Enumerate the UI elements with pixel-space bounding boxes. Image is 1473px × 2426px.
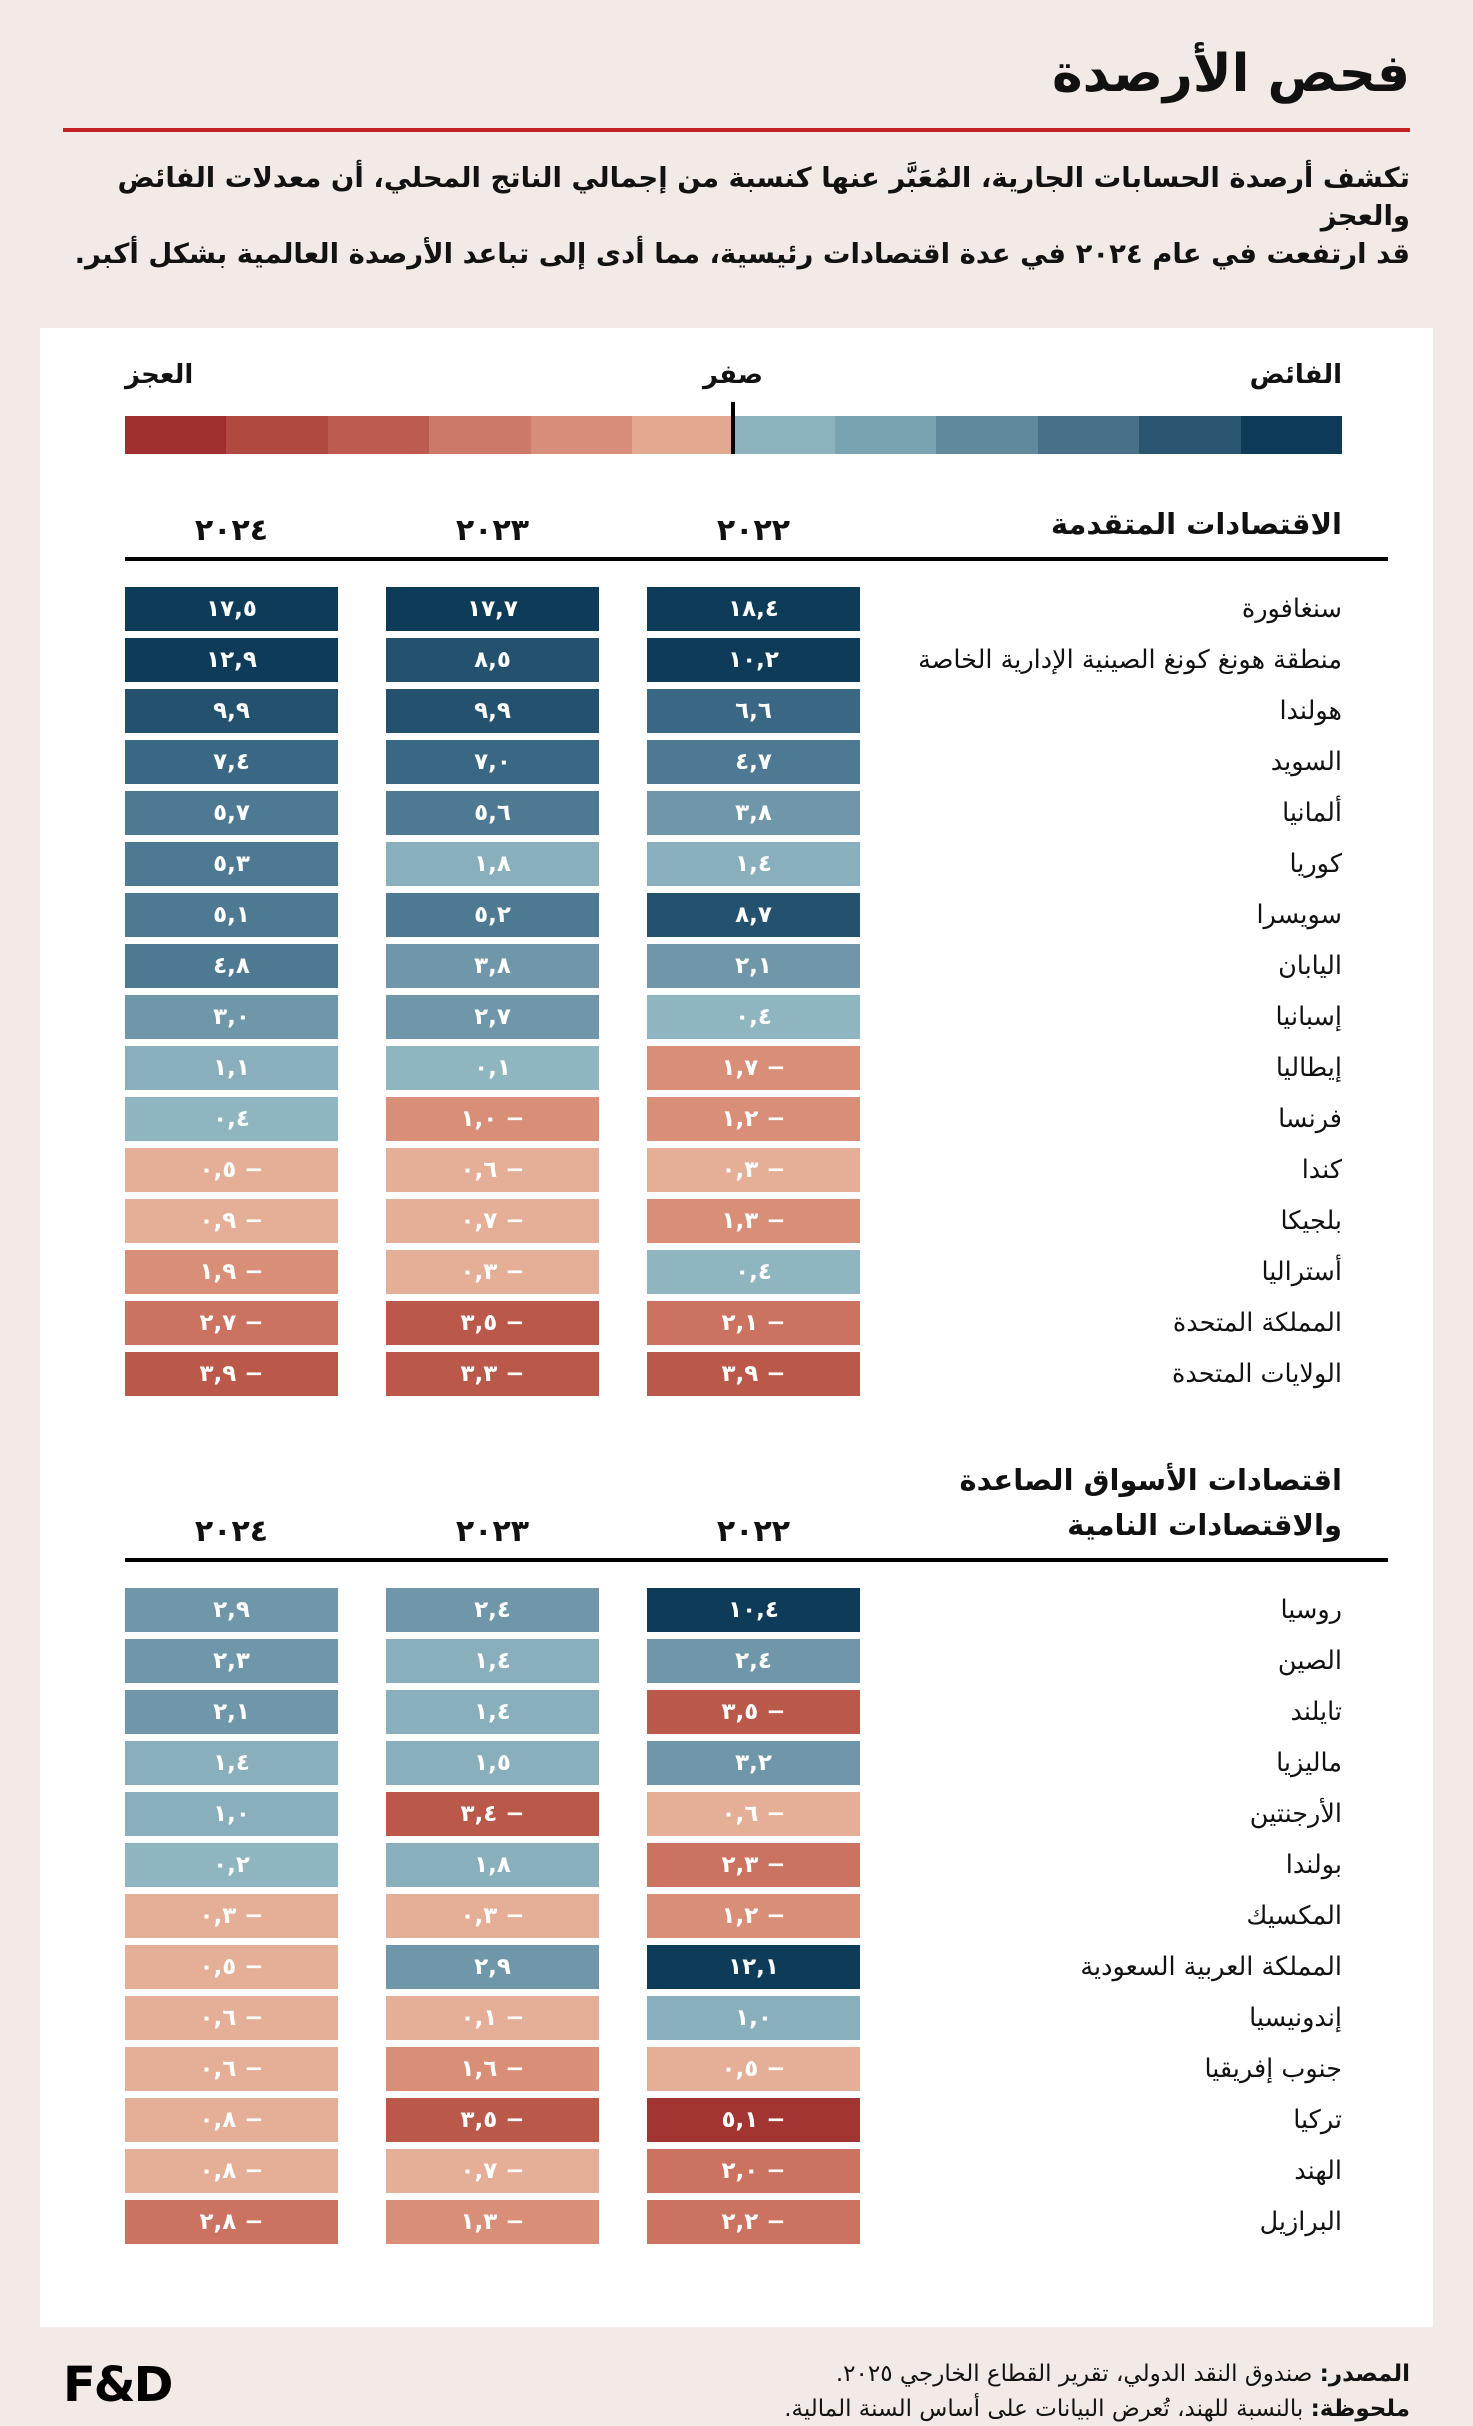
legend-deficit-label: العجز — [125, 359, 194, 390]
value-cell — [386, 1996, 599, 2040]
value-text: ٠,٥ − — [721, 2056, 786, 2083]
value-cell — [647, 1301, 860, 1345]
country-label: الأرجنتين — [1249, 1799, 1342, 1830]
note-text: بالنسبة للهند، تُعرض البيانات على أساس السنة المالية. — [784, 2395, 1311, 2422]
table-row — [85, 1894, 1388, 1938]
color-legend — [85, 350, 1388, 472]
title-divider — [63, 128, 1410, 132]
country-label: ماليزيا — [1276, 1748, 1342, 1779]
value-text: ١,٤ — [213, 1750, 250, 1777]
chart-sections — [85, 502, 1388, 2244]
value-cell — [125, 1097, 338, 1141]
table-row — [85, 1741, 1388, 1785]
value-text: ٣,٥ − — [460, 1309, 525, 1336]
value-text: ١,٤ — [735, 850, 772, 877]
section-rows — [85, 587, 1388, 1396]
value-cell — [125, 1199, 338, 1243]
value-text: ٢,٧ − — [199, 1309, 264, 1336]
value-text: ١,٣ − — [721, 1207, 786, 1234]
legend-bar-segment — [226, 416, 327, 454]
value-cell — [647, 893, 860, 937]
table-row — [85, 1148, 1388, 1192]
section-title-line: والاقتصادات النامية — [1067, 1508, 1342, 1543]
year-header: ٢٠٢٤ — [194, 1514, 269, 1550]
year-header: ٢٠٢٣ — [455, 512, 530, 548]
value-cell — [386, 2149, 599, 2193]
legend-bar-segment — [328, 416, 429, 454]
legend-bar-segment — [1241, 416, 1342, 454]
country-label: المكسيك — [1246, 1901, 1342, 1932]
section-header — [85, 1458, 1388, 1550]
value-cell — [125, 1148, 338, 1192]
value-text: ٠,٥ − — [199, 1156, 264, 1183]
value-cell — [386, 1690, 599, 1734]
value-cell — [125, 995, 338, 1039]
source-note — [172, 2357, 1411, 2426]
value-cell — [125, 1250, 338, 1294]
legend-bar-segment — [734, 416, 835, 454]
legend-bar-segment — [125, 416, 226, 454]
value-cell — [647, 1996, 860, 2040]
value-text: ٢,١ — [213, 1699, 250, 1726]
country-label: بولندا — [1285, 1850, 1342, 1881]
value-text: ١,١ — [213, 1054, 250, 1081]
value-cell — [386, 1352, 599, 1396]
value-text: ١,٠ — [213, 1801, 250, 1828]
value-cell — [125, 1588, 338, 1632]
country-label: روسيا — [1280, 1595, 1342, 1626]
year-headers — [85, 1514, 908, 1549]
value-text: ٠,٣ − — [460, 1903, 525, 1930]
value-text: ٠,٢ — [213, 1852, 250, 1879]
value-cell — [647, 2047, 860, 2091]
section-rows — [85, 1588, 1388, 2244]
value-text: ١٧,٧ — [467, 595, 518, 622]
value-cell — [125, 587, 338, 631]
value-text: ٠,٣ − — [721, 1156, 786, 1183]
legend-bar-segment — [429, 416, 530, 454]
value-text: ٠,٩ − — [199, 1207, 264, 1234]
value-cell — [647, 995, 860, 1039]
value-cell — [647, 2200, 860, 2244]
value-text: ٣,٨ — [735, 799, 772, 826]
value-text: ٢,٩ — [213, 1597, 250, 1624]
fd-logo: F&D — [63, 2357, 172, 2414]
value-text: ٢,٤ — [474, 1597, 511, 1624]
table-row — [85, 1792, 1388, 1836]
country-label: بلجيكا — [1280, 1205, 1342, 1236]
value-cell — [125, 791, 338, 835]
value-text: ٣,٠ — [213, 1003, 250, 1030]
note-label: ملحوظة: — [1310, 2395, 1410, 2422]
value-text: ٠,٦ − — [199, 2005, 264, 2032]
value-cell — [125, 1352, 338, 1396]
value-text: ١,٩ − — [199, 1258, 264, 1285]
value-cell — [386, 1148, 599, 1192]
value-text: ٠,١ − — [460, 2005, 525, 2032]
value-text: ٨,٥ — [474, 646, 511, 673]
value-text: ١,٣ − — [460, 2209, 525, 2236]
value-text: ٤,٧ — [735, 748, 772, 775]
value-cell — [386, 1843, 599, 1887]
value-cell — [386, 1639, 599, 1683]
country-label: البرازيل — [1259, 2207, 1342, 2238]
value-cell — [125, 2098, 338, 2142]
value-cell — [647, 1843, 860, 1887]
value-text: ١,٥ — [474, 1750, 511, 1777]
value-text: ٧,٤ — [213, 748, 250, 775]
value-cell — [647, 1199, 860, 1243]
value-cell — [647, 1639, 860, 1683]
value-cell — [647, 1792, 860, 1836]
country-label: الهند — [1294, 2156, 1342, 2187]
legend-bar-segment — [936, 416, 1037, 454]
country-label: فرنسا — [1278, 1103, 1342, 1134]
legend-bar-segment — [632, 416, 733, 454]
value-text: ٦,٦ — [735, 697, 772, 724]
value-text: ١٠,٢ — [728, 646, 779, 673]
value-text: ٢,٠ − — [721, 2158, 786, 2185]
table-row — [85, 1199, 1388, 1243]
value-cell — [386, 1741, 599, 1785]
table-row — [85, 995, 1388, 1039]
value-text: ٠,٧ − — [460, 2158, 525, 2185]
value-text: ١,٨ — [474, 850, 511, 877]
value-text: ١,٤ — [474, 1648, 511, 1675]
value-cell — [125, 638, 338, 682]
value-cell — [386, 1199, 599, 1243]
zero-tick-mark — [731, 402, 735, 454]
table-row — [85, 1301, 1388, 1345]
value-cell — [125, 1046, 338, 1090]
value-text: ٢,٧ — [474, 1003, 511, 1030]
legend-bar-segment — [1139, 416, 1240, 454]
table-row — [85, 1690, 1388, 1734]
value-cell — [125, 1301, 338, 1345]
country-label: تايلند — [1290, 1697, 1342, 1728]
country-label: إيطاليا — [1275, 1052, 1342, 1083]
section-divider — [125, 557, 1388, 561]
value-cell — [647, 638, 860, 682]
country-label: جنوب إفريقيا — [1204, 2054, 1342, 2085]
table-row — [85, 842, 1388, 886]
year-header: ٢٠٢٢ — [716, 512, 791, 548]
value-text: ٣,٤ − — [460, 1801, 525, 1828]
value-text: ١,٠ − — [460, 1105, 525, 1132]
table-row — [85, 1046, 1388, 1090]
value-cell — [647, 689, 860, 733]
table-row — [85, 2047, 1388, 2091]
value-text: ٠,٦ − — [199, 2056, 264, 2083]
value-text: ١,٧ − — [721, 1054, 786, 1081]
value-cell — [647, 1352, 860, 1396]
value-cell — [125, 740, 338, 784]
value-text: ٠,٨ − — [199, 2107, 264, 2134]
value-text: ٢,١ — [735, 952, 772, 979]
value-cell — [386, 1301, 599, 1345]
chart-card — [40, 328, 1433, 2327]
value-text: ١٨,٤ — [728, 595, 779, 622]
country-label: الصين — [1277, 1646, 1342, 1677]
value-text: ٩,٩ — [474, 697, 511, 724]
value-text: ٠,٦ − — [721, 1801, 786, 1828]
value-cell — [647, 1097, 860, 1141]
value-cell — [125, 1996, 338, 2040]
page-footer — [63, 2357, 1410, 2426]
value-text: ٠,١ — [474, 1054, 511, 1081]
value-cell — [386, 689, 599, 733]
value-cell — [386, 944, 599, 988]
value-cell — [647, 2149, 860, 2193]
table-row — [85, 893, 1388, 937]
value-cell — [647, 1148, 860, 1192]
table-row — [85, 1639, 1388, 1683]
value-text: ٠,٥ − — [199, 1954, 264, 1981]
country-label: سويسرا — [1256, 899, 1342, 930]
value-cell — [647, 1894, 860, 1938]
value-cell — [647, 1690, 860, 1734]
value-text: ٢,١ − — [721, 1309, 786, 1336]
value-cell — [647, 740, 860, 784]
section-header — [85, 502, 1388, 548]
country-label: أستراليا — [1261, 1256, 1342, 1287]
intro-text — [63, 160, 1410, 274]
value-text: ٣,٩ − — [721, 1360, 786, 1387]
value-cell — [386, 1894, 599, 1938]
country-label: هولندا — [1279, 695, 1342, 726]
value-text: ٣,٢ — [735, 1750, 772, 1777]
country-label: كندا — [1301, 1154, 1342, 1185]
table-row — [85, 1588, 1388, 1632]
table-row — [85, 1996, 1388, 2040]
value-text: ١٠,٤ — [728, 1597, 779, 1624]
value-cell — [125, 2200, 338, 2244]
table-row — [85, 1250, 1388, 1294]
value-text: ١,٦ − — [460, 2056, 525, 2083]
value-text: ٥,٧ — [213, 799, 250, 826]
value-cell — [386, 1945, 599, 1989]
value-text: ٣,٥ − — [460, 2107, 525, 2134]
value-text: ٠,٤ — [735, 1258, 772, 1285]
value-cell — [386, 842, 599, 886]
value-cell — [386, 2047, 599, 2091]
value-text: ٤,٨ — [213, 952, 250, 979]
country-label: اليابان — [1278, 950, 1342, 981]
value-cell — [125, 842, 338, 886]
value-cell — [386, 791, 599, 835]
value-cell — [125, 1945, 338, 1989]
value-cell — [647, 1588, 860, 1632]
value-cell — [386, 638, 599, 682]
value-text: ٠,٨ − — [199, 2158, 264, 2185]
value-cell — [647, 1741, 860, 1785]
value-text: ٧,٠ — [474, 748, 511, 775]
value-text: ٢,٨ − — [199, 2209, 264, 2236]
country-label: إندونيسيا — [1249, 2003, 1342, 2034]
value-text: ٩,٩ — [213, 697, 250, 724]
value-text: ١,٢ − — [721, 1903, 786, 1930]
source-label: المصدر: — [1319, 2361, 1410, 2388]
value-text: ١٢,١ — [728, 1954, 779, 1981]
table-row — [85, 638, 1388, 682]
country-label: المملكة العربية السعودية — [1080, 1952, 1342, 1983]
page-title: فحص الأرصدة — [1051, 44, 1410, 104]
intro-line-1: تكشف أرصدة الحسابات الجارية، المُعَبَّر عنها كنسبة من إجمالي الناتج المحلي، أن معدلات الفائض والعجز — [117, 162, 1410, 232]
value-text: ١,٨ — [474, 1852, 511, 1879]
value-cell — [647, 1945, 860, 1989]
table-row — [85, 740, 1388, 784]
section-title-line: اقتصادات الأسواق الصاعدة — [959, 1462, 1342, 1497]
section-title-line: الاقتصادات المتقدمة — [1050, 506, 1342, 541]
value-text: ٢,٣ − — [721, 1852, 786, 1879]
value-cell — [125, 1639, 338, 1683]
value-cell — [386, 1046, 599, 1090]
value-cell — [125, 689, 338, 733]
legend-bar-segment — [531, 416, 632, 454]
value-cell — [125, 944, 338, 988]
value-cell — [125, 1741, 338, 1785]
table-row — [85, 587, 1388, 631]
value-text: ٥,٣ — [213, 850, 250, 877]
value-text: ٠,٣ − — [199, 1903, 264, 1930]
value-cell — [125, 2047, 338, 2091]
legend-bar-segment — [835, 416, 936, 454]
value-text: ٣,٩ − — [199, 1360, 264, 1387]
value-cell — [386, 2098, 599, 2142]
value-text: ٥,١ − — [721, 2107, 786, 2134]
legend-zero-label: صفر — [702, 359, 764, 390]
value-cell — [647, 944, 860, 988]
table-row — [85, 944, 1388, 988]
source-text: صندوق النقد الدولي، تقرير القطاع الخارجي ٢٠٢٥. — [835, 2361, 1320, 2388]
value-text: ١٧,٥ — [206, 595, 257, 622]
country-label: ألمانيا — [1282, 797, 1342, 828]
value-cell — [125, 893, 338, 937]
country-label: إسبانيا — [1275, 1001, 1342, 1032]
value-text: ٣,٨ — [474, 952, 511, 979]
value-text: ٥,٦ — [474, 799, 511, 826]
legend-bar-segment — [1038, 416, 1139, 454]
table-row — [85, 1097, 1388, 1141]
value-cell — [125, 1894, 338, 1938]
section-divider — [125, 1558, 1388, 1562]
value-text: ٨,٧ — [735, 901, 772, 928]
table-row — [85, 689, 1388, 733]
value-text: ١,٢ − — [721, 1105, 786, 1132]
value-text: ٥,١ — [213, 901, 250, 928]
value-cell — [386, 893, 599, 937]
value-cell — [386, 2200, 599, 2244]
country-label: السويد — [1270, 746, 1342, 777]
year-headers — [85, 513, 908, 548]
value-cell — [125, 1843, 338, 1887]
year-header: ٢٠٢٤ — [194, 512, 269, 548]
value-cell — [386, 995, 599, 1039]
country-label: منطقة هونغ كونغ الصينية الإدارية الخاصة — [918, 644, 1342, 675]
intro-line-2: قد ارتفعت في عام ٢٠٢٤ في عدة اقتصادات رئيسية، مما أدى إلى تباعد الأرصدة العالمية بشكل أكبر. — [74, 237, 1410, 270]
country-label: سنغافورة — [1241, 593, 1342, 624]
value-cell — [386, 1097, 599, 1141]
value-text: ٠,٤ — [213, 1105, 250, 1132]
table-row — [85, 2098, 1388, 2142]
value-cell — [125, 2149, 338, 2193]
year-header: ٢٠٢٢ — [716, 1514, 791, 1550]
table-row — [85, 1945, 1388, 1989]
value-cell — [647, 1250, 860, 1294]
country-label: كوريا — [1289, 848, 1342, 879]
table-row — [85, 1843, 1388, 1887]
value-cell — [647, 1046, 860, 1090]
table-row — [85, 2200, 1388, 2244]
value-text: ١,٠ — [735, 2005, 772, 2032]
country-label: تركيا — [1293, 2105, 1342, 2136]
value-text: ٢,٢ − — [721, 2209, 786, 2236]
table-row — [85, 1352, 1388, 1396]
value-text: ٣,٥ − — [721, 1699, 786, 1726]
value-cell — [386, 740, 599, 784]
value-text: ٠,٦ − — [460, 1156, 525, 1183]
table-row — [85, 791, 1388, 835]
country-label: الولايات المتحدة — [1171, 1358, 1342, 1389]
country-label: المملكة المتحدة — [1172, 1307, 1342, 1338]
value-text: ١,٤ — [474, 1699, 511, 1726]
value-text: ٢,٤ — [735, 1648, 772, 1675]
value-text: ٢,٣ — [213, 1648, 250, 1675]
page-header — [63, 0, 1410, 274]
value-cell — [386, 1792, 599, 1836]
value-text: ٠,٣ − — [460, 1258, 525, 1285]
year-header: ٢٠٢٣ — [455, 1514, 530, 1550]
value-text: ٥,٢ — [474, 901, 511, 928]
value-text: ٣,٣ − — [460, 1360, 525, 1387]
value-text: ٠,٤ — [735, 1003, 772, 1030]
value-cell — [647, 842, 860, 886]
value-text: ١٢,٩ — [206, 646, 257, 673]
value-cell — [386, 1250, 599, 1294]
value-cell — [125, 1690, 338, 1734]
table-row — [85, 2149, 1388, 2193]
value-text: ٠,٧ − — [460, 1207, 525, 1234]
legend-surplus-label: الفائض — [1249, 359, 1342, 390]
value-cell — [647, 791, 860, 835]
value-text: ٢,٩ — [474, 1954, 511, 1981]
value-cell — [386, 1588, 599, 1632]
value-cell — [125, 1792, 338, 1836]
value-cell — [647, 587, 860, 631]
value-cell — [386, 587, 599, 631]
value-cell — [647, 2098, 860, 2142]
